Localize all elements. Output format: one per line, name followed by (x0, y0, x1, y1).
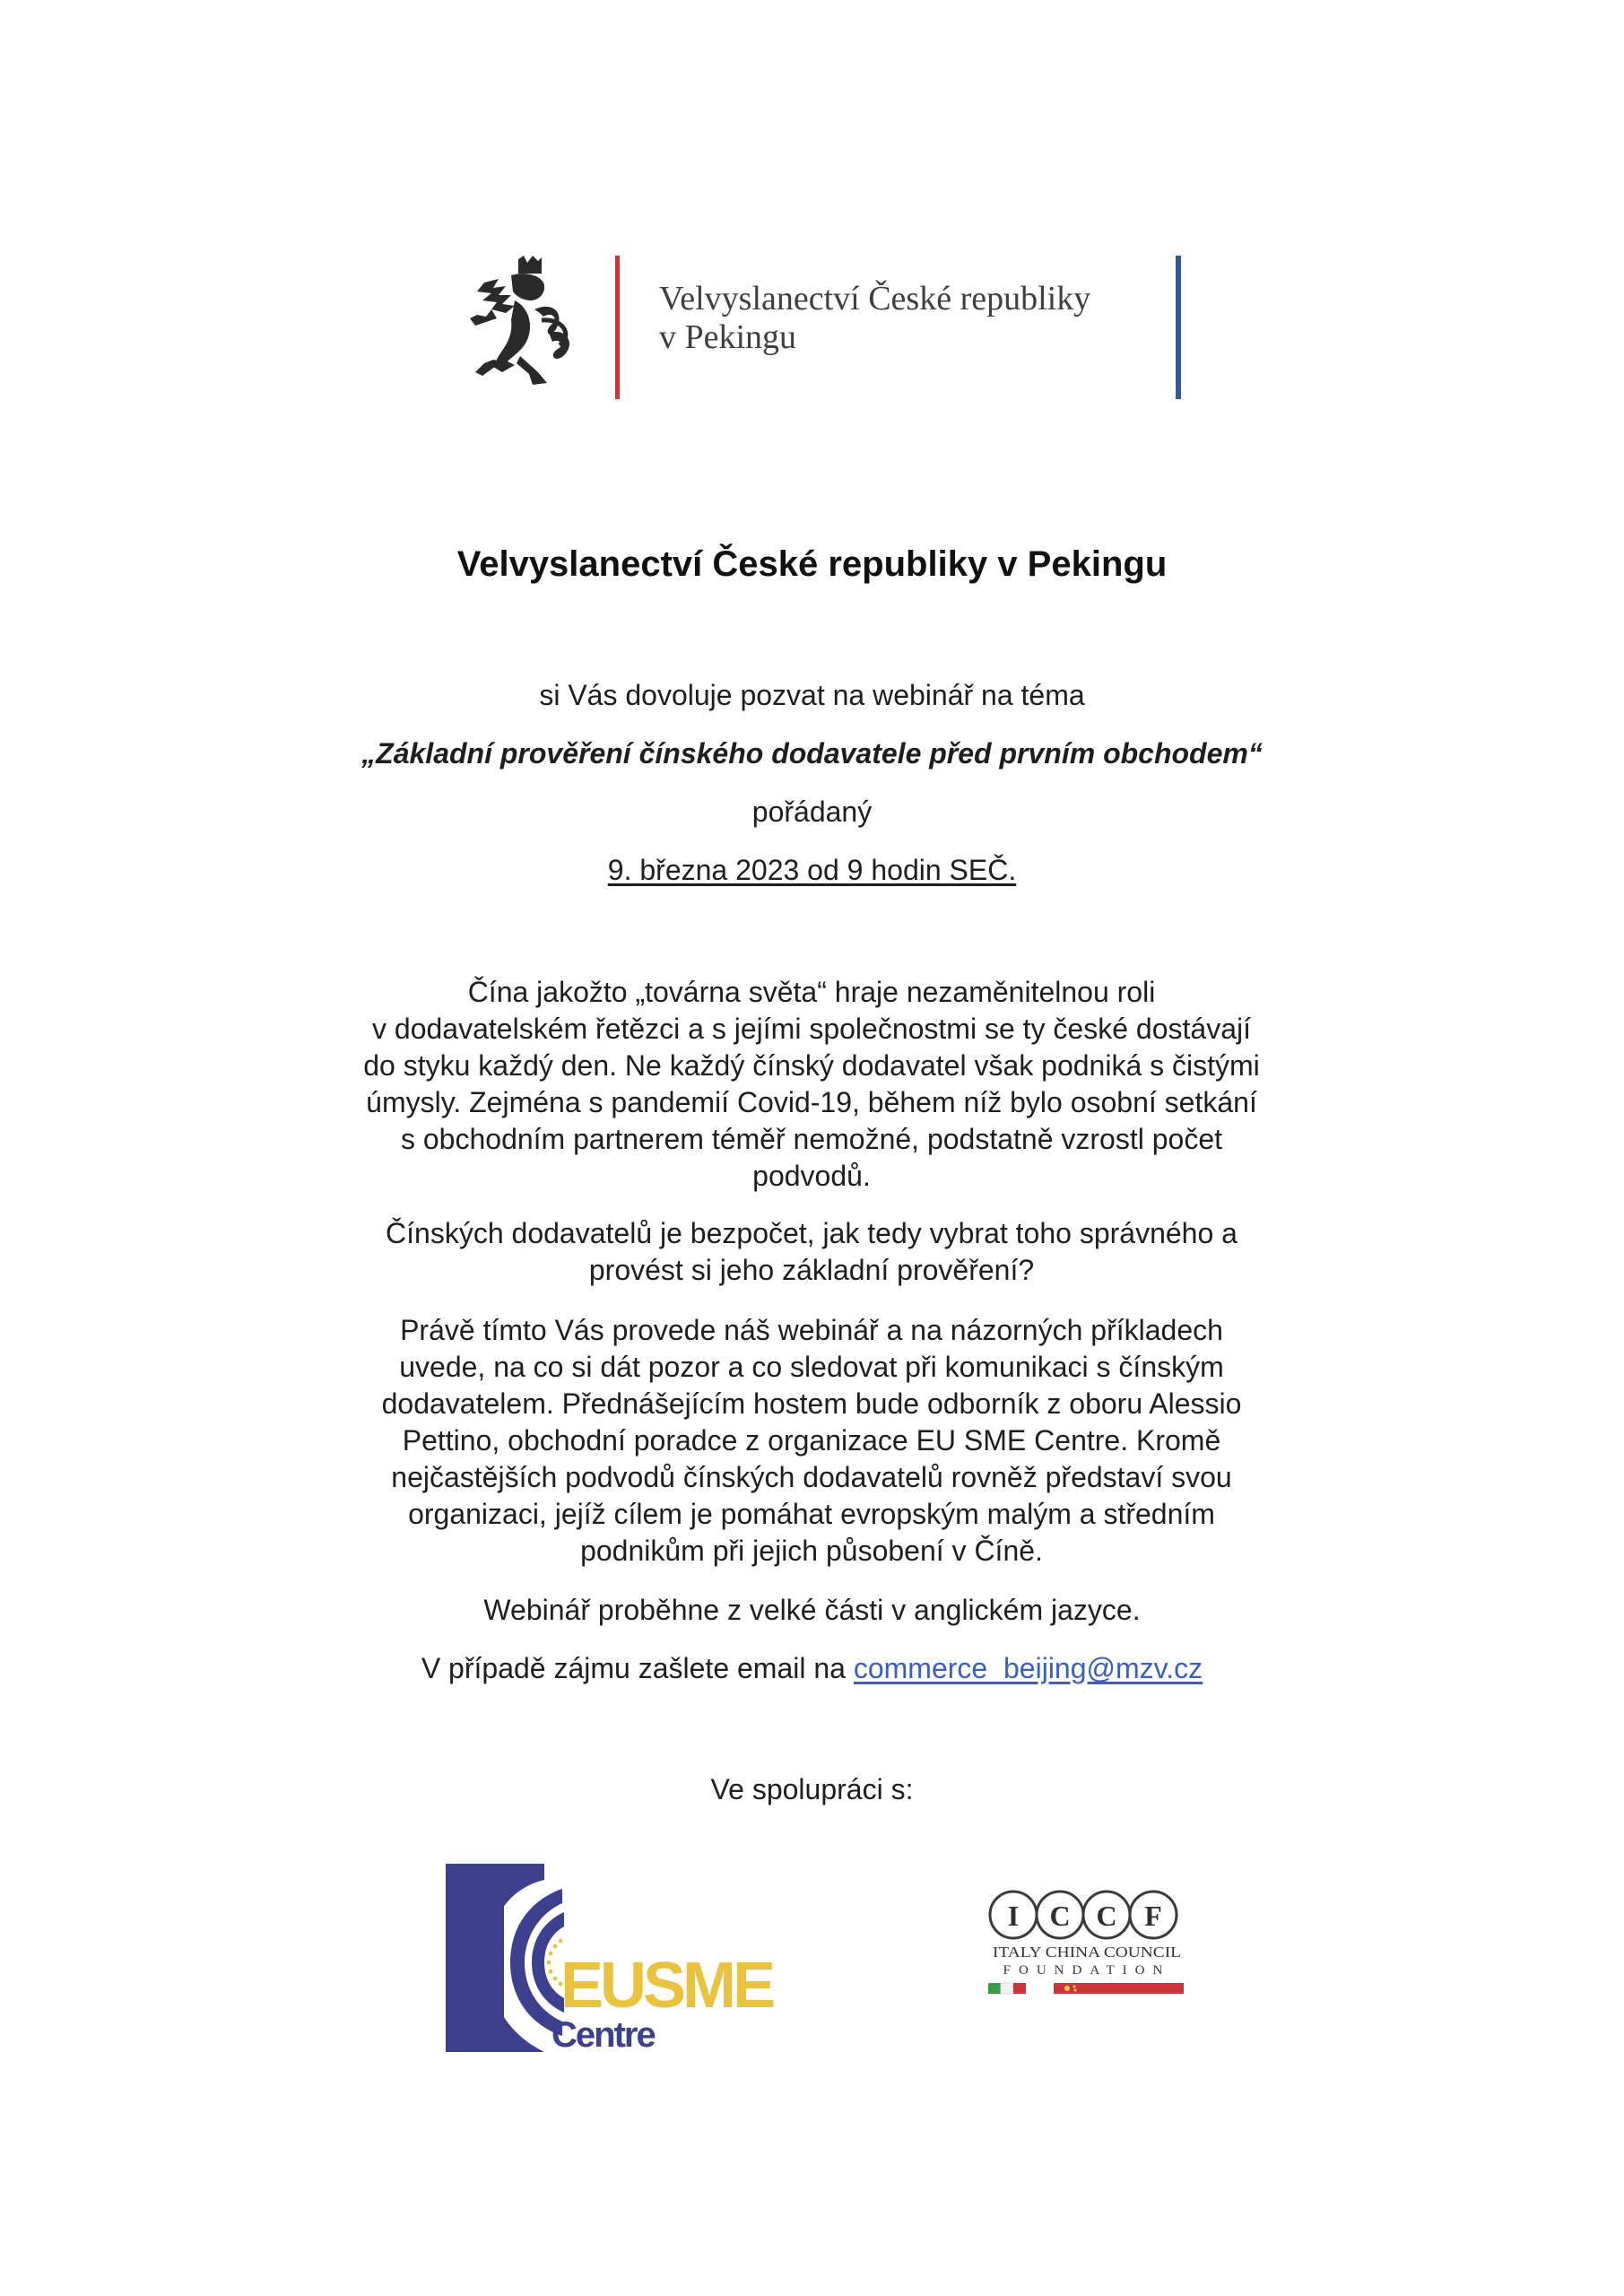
eusme-logo-sub: Centre (551, 2015, 655, 2055)
paragraph-line: Čína jakožto „továrna světa“ hraje nezaměnitelnou roli (467, 976, 1156, 1008)
paragraph-line: Čínských dodavatelů je bezpočet, jak tedy vybrat toho správného a (386, 1217, 1238, 1249)
paragraph-line: Právě tímto Vás provede náš webinář a na názorných příkladech (400, 1314, 1223, 1346)
iccf-letter: I (1007, 1900, 1020, 1932)
invite-line: si Vás dovoluje pozvat na webinář na téma (539, 679, 1085, 711)
iccf-letter: F (1144, 1900, 1162, 1932)
paragraph-line: provést si jeho základní prověření? (588, 1254, 1035, 1286)
eusme-centre-logo (446, 1864, 773, 2055)
paragraph-line: podnikům při jejich působení v Číně. (580, 1535, 1043, 1567)
organized-label: pořádaný (751, 796, 873, 828)
language-note: Webinář proběhne z velké části v anglickém jazyce. (483, 1594, 1141, 1626)
paragraph-line: organizaci, jejíž cílem je pomáhat evropským malým a středním (408, 1498, 1215, 1530)
eusme-logo-main: EUSME (560, 1950, 773, 2022)
paragraph-line: uvede, na co si dát pozor a co sledovat při komunikaci s čínským (399, 1351, 1224, 1383)
iccf-letter: C (1096, 1900, 1117, 1932)
webinar-topic: „Základní prověření čínského dodavatele před prvním obchodem“ (361, 737, 1263, 770)
paragraph-line: Pettino, obchodní poradce z organizace EU SME Centre. Kromě (402, 1424, 1221, 1457)
institution-line-1: Velvyslanectví České republiky (659, 280, 1091, 317)
cooperation-label: Ve spolupráci s: (710, 1773, 914, 1805)
webinar-date: 9. března 2023 od 9 hodin SEČ. (607, 854, 1017, 886)
paragraph-line: do styku každý den. Ne každý čínský dodavatel však podniká s čistými (363, 1049, 1260, 1082)
page-title: Velvyslanectví České republiky v Pekingu (456, 544, 1168, 584)
iccf-line-1: ITALY CHINA COUNCIL (993, 1944, 1181, 1961)
czech-lion-icon (466, 256, 587, 390)
email-link[interactable]: commerce_beijing@mzv.cz (853, 1652, 1203, 1684)
iccf-letter: C (1049, 1900, 1071, 1932)
paragraph-intro (318, 974, 1305, 1195)
institution-line-2: v Pekingu (659, 318, 797, 356)
paragraph-question (318, 1215, 1305, 1289)
paragraph-line: podvodů. (752, 1160, 871, 1192)
paragraph-line: v dodavatelském řetězci a s jejími společnostmi se ty české dostávají (372, 1013, 1251, 1045)
paragraph-line: nejčastějších podvodů čínských dodavatelů rovněž představí svou (391, 1461, 1232, 1493)
institution-name (659, 280, 1090, 357)
paragraph-description (318, 1312, 1305, 1570)
blue-divider (1176, 256, 1181, 399)
iccf-line-2: FOUNDATION (1003, 1963, 1171, 1978)
contact-prefix: V případě zájmu zašlete email na (421, 1652, 854, 1684)
paragraph-line: s obchodním partnerem téměř nemožné, podstatně vzrostl počet (400, 1123, 1223, 1155)
paragraph-line: dodavatelem. Přednášejícím hostem bude odborník z oboru Alessio (381, 1387, 1242, 1420)
contact-line (0, 1650, 1624, 1687)
paragraph-line: úmysly. Zejména s pandemií Covid-19, během níž bylo osobní setkání (366, 1086, 1257, 1118)
iccf-logo (986, 1888, 1188, 2000)
red-divider (615, 256, 620, 399)
